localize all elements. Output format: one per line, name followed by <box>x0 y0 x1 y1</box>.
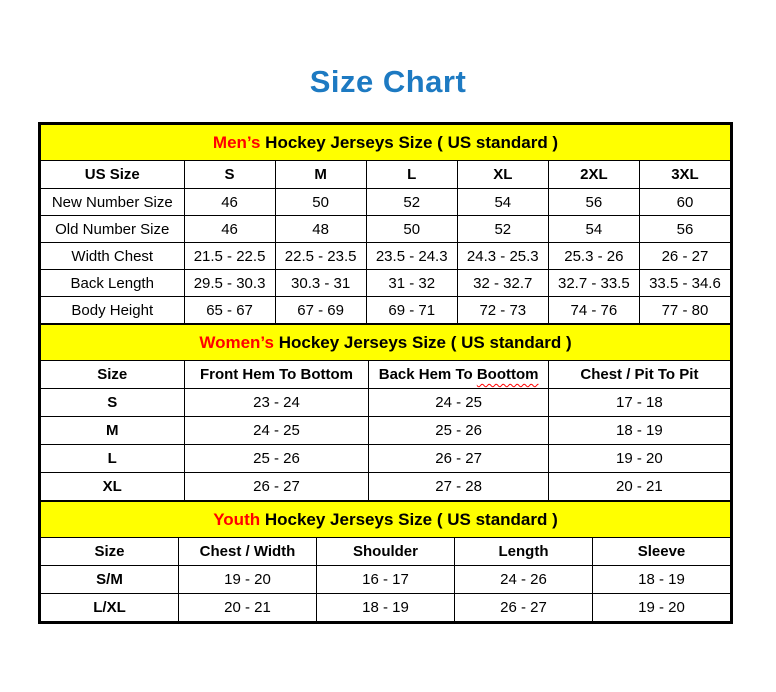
womens-section-title-accent: Women’s <box>199 332 274 352</box>
cell: 26 - 27 <box>455 594 593 622</box>
cell: 54 <box>548 216 639 243</box>
cell: 52 <box>366 189 457 216</box>
row-label: L/XL <box>41 594 179 622</box>
table-row <box>41 189 731 216</box>
column-header: Front Hem To Bottom <box>184 361 369 389</box>
cell: 48 <box>275 216 366 243</box>
row-label: S/M <box>41 566 179 594</box>
cell: 24 - 25 <box>369 389 548 417</box>
cell: 29.5 - 30.3 <box>184 270 275 297</box>
cell: 25.3 - 26 <box>548 243 639 270</box>
row-label: Width Chest <box>41 243 185 270</box>
womens-header-row <box>41 361 731 389</box>
cell: 67 - 69 <box>275 297 366 324</box>
cell: 18 - 19 <box>593 566 731 594</box>
cell: 19 - 20 <box>593 594 731 622</box>
table-row <box>41 445 731 473</box>
cell: 69 - 71 <box>366 297 457 324</box>
cell: 19 - 20 <box>548 445 730 473</box>
column-header <box>369 361 548 389</box>
cell: 20 - 21 <box>179 594 317 622</box>
table-row <box>41 594 731 622</box>
table-row <box>41 270 731 297</box>
cell: 31 - 32 <box>366 270 457 297</box>
cell: 19 - 20 <box>179 566 317 594</box>
table-row <box>41 389 731 417</box>
womens-section-title <box>41 325 731 361</box>
cell: 24 - 26 <box>455 566 593 594</box>
mens-table <box>40 124 731 324</box>
mens-section-title-accent: Men’s <box>212 132 261 152</box>
column-header: 3XL <box>639 161 730 189</box>
column-header: 2XL <box>548 161 639 189</box>
column-header: M <box>275 161 366 189</box>
cell: 46 <box>184 216 275 243</box>
youth-section-header-row <box>41 502 731 538</box>
cell: 27 - 28 <box>369 473 548 501</box>
table-row <box>41 216 731 243</box>
cell: 20 - 21 <box>548 473 730 501</box>
cell: 77 - 80 <box>639 297 730 324</box>
youth-section-title-rest: Hockey Jerseys Size ( US standard ) <box>260 509 558 529</box>
youth-header-row <box>41 538 731 566</box>
table-row <box>41 473 731 501</box>
youth-section-title <box>41 502 731 538</box>
cell: 17 - 18 <box>548 389 730 417</box>
cell: 30.3 - 31 <box>275 270 366 297</box>
cell: 32.7 - 33.5 <box>548 270 639 297</box>
cell: 25 - 26 <box>184 445 369 473</box>
cell: 65 - 67 <box>184 297 275 324</box>
cell: 54 <box>457 189 548 216</box>
column-header: Size <box>41 361 185 389</box>
cell: 56 <box>548 189 639 216</box>
table-row <box>41 566 731 594</box>
misspelled-word: Boottom <box>476 366 539 383</box>
cell: 23 - 24 <box>184 389 369 417</box>
row-label: New Number Size <box>41 189 185 216</box>
cell: 33.5 - 34.6 <box>639 270 730 297</box>
cell: 26 - 27 <box>639 243 730 270</box>
cell: 32 - 32.7 <box>457 270 548 297</box>
row-label: Back Length <box>41 270 185 297</box>
size-chart <box>38 122 733 624</box>
youth-section-title-accent: Youth <box>213 509 261 529</box>
cell: 18 - 19 <box>548 417 730 445</box>
cell: 74 - 76 <box>548 297 639 324</box>
cell: 21.5 - 22.5 <box>184 243 275 270</box>
cell: 50 <box>366 216 457 243</box>
page-title: Size Chart <box>309 64 467 99</box>
column-header: XL <box>457 161 548 189</box>
cell: 26 - 27 <box>369 445 548 473</box>
womens-table <box>40 324 731 501</box>
column-header: L <box>366 161 457 189</box>
row-label: S <box>41 389 185 417</box>
cell: 24.3 - 25.3 <box>457 243 548 270</box>
cell: 46 <box>184 189 275 216</box>
column-header: Sleeve <box>593 538 731 566</box>
cell: 72 - 73 <box>457 297 548 324</box>
column-header: Chest / Pit To Pit <box>548 361 730 389</box>
cell: 18 - 19 <box>317 594 455 622</box>
womens-section-title-rest: Hockey Jerseys Size ( US standard ) <box>273 332 572 352</box>
column-header: Length <box>455 538 593 566</box>
cell: 50 <box>275 189 366 216</box>
row-label: M <box>41 417 185 445</box>
youth-table <box>40 501 731 622</box>
cell: 23.5 - 24.3 <box>366 243 457 270</box>
cell: 16 - 17 <box>317 566 455 594</box>
table-row <box>41 297 731 324</box>
mens-section-title-rest: Hockey Jerseys Size ( US standard ) <box>260 132 559 152</box>
column-header: S <box>184 161 275 189</box>
cell: 60 <box>639 189 730 216</box>
cell: 56 <box>639 216 730 243</box>
row-label: L <box>41 445 185 473</box>
mens-section-title <box>41 125 731 161</box>
column-header-text: Back Hem To <box>378 366 477 383</box>
row-label: Old Number Size <box>41 216 185 243</box>
womens-section-header-row <box>41 325 731 361</box>
cell: 52 <box>457 216 548 243</box>
column-header: Size <box>41 538 179 566</box>
table-row <box>41 243 731 270</box>
row-label: Body Height <box>41 297 185 324</box>
row-label: XL <box>41 473 185 501</box>
mens-section-header-row <box>41 125 731 161</box>
cell: 26 - 27 <box>184 473 369 501</box>
cell: 24 - 25 <box>184 417 369 445</box>
table-row <box>41 417 731 445</box>
mens-header-row <box>41 161 731 189</box>
column-header: Shoulder <box>317 538 455 566</box>
column-header: US Size <box>41 161 185 189</box>
column-header: Chest / Width <box>179 538 317 566</box>
cell: 22.5 - 23.5 <box>275 243 366 270</box>
cell: 25 - 26 <box>369 417 548 445</box>
